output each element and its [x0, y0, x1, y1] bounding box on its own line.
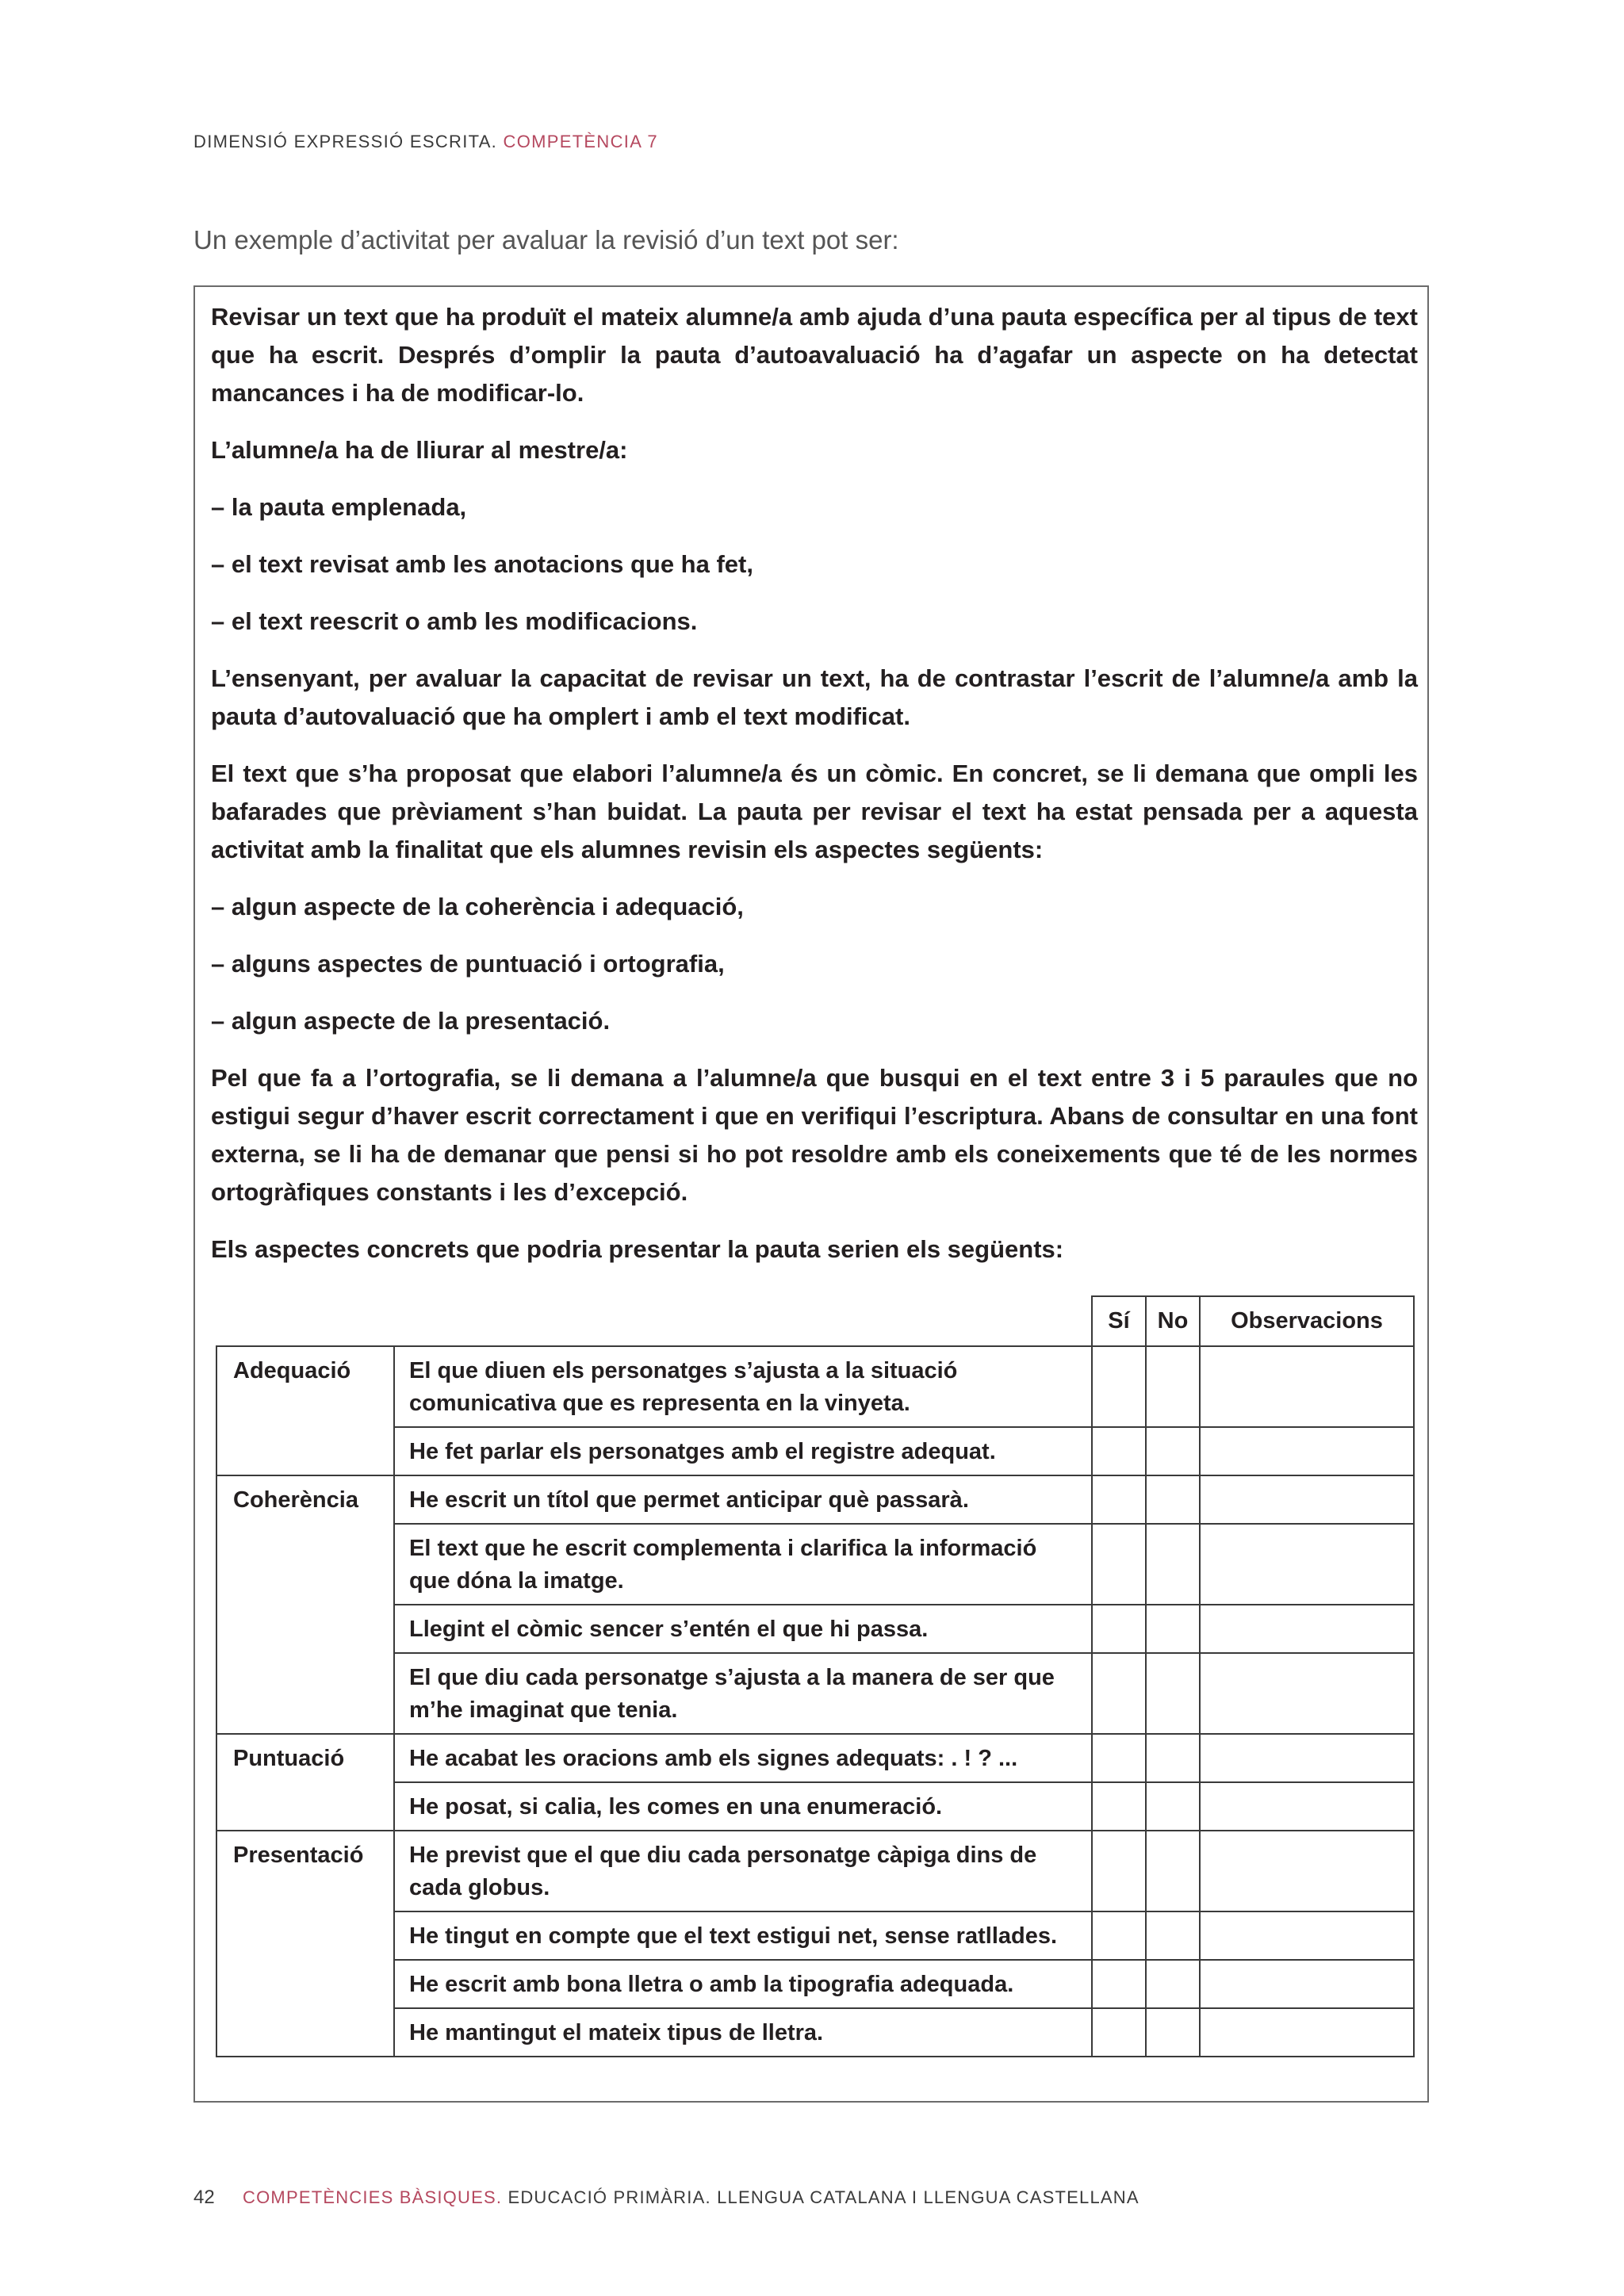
si-cell[interactable] [1092, 1653, 1146, 1734]
footer-series: COMPETÈNCIES BÀSIQUES. [243, 2187, 503, 2207]
si-cell[interactable] [1092, 1475, 1146, 1524]
si-cell[interactable] [1092, 1734, 1146, 1782]
paragraph-task: Revisar un text que ha produït el mateix alumne/a amb ajuda d’una pauta específica per al tipus de text que ha escrit. Després d’omplir la pauta d’autoavaluació ha d’agafar un aspecte on ha detectat mancances i ha de modificar-lo. [211, 303, 1418, 407]
intro-text: Un exemple d’activitat per avaluar la revisió d’un text pot ser: [193, 225, 899, 254]
no-cell[interactable] [1146, 2008, 1200, 2057]
si-cell[interactable] [1092, 1911, 1146, 1960]
criterion-text: He escrit un títol que permet anticipar què passarà. [394, 1475, 1092, 1524]
header-observacions: Observacions [1200, 1296, 1414, 1346]
list-item: – alguns aspectes de puntuació i ortografia, [211, 950, 725, 978]
criterion-text: He previst que el que diu cada personatge càpiga dins de cada globus. [394, 1831, 1092, 1911]
header-dimension: DIMENSIÓ EXPRESSIÓ ESCRITA. [193, 132, 498, 151]
criterion-text: He fet parlar els personatges amb el registre adequat. [394, 1427, 1092, 1475]
si-cell[interactable] [1092, 1831, 1146, 1911]
observations-cell[interactable] [1200, 1653, 1414, 1734]
page-footer [193, 2187, 1139, 2209]
header-no: No [1146, 1296, 1200, 1346]
header-spacer [394, 1296, 1092, 1346]
si-cell[interactable] [1092, 1524, 1146, 1605]
no-cell[interactable] [1146, 1911, 1200, 1960]
category-puntuacio: Puntuació [216, 1734, 394, 1831]
table-row [216, 1911, 1414, 1960]
observations-cell[interactable] [1200, 1427, 1414, 1475]
observations-cell[interactable] [1200, 1734, 1414, 1782]
paragraph-deliver: L’alumne/a ha de lliurar al mestre/a: [211, 436, 628, 464]
table-row [216, 1475, 1414, 1524]
observations-cell[interactable] [1200, 1782, 1414, 1831]
criterion-text: El que diu cada personatge s’ajusta a la manera de ser que m’he imaginat que tenia. [394, 1653, 1092, 1734]
si-cell[interactable] [1092, 1605, 1146, 1653]
list-item: – el text reescrit o amb les modificacions. [211, 607, 698, 635]
header-competence: COMPETÈNCIA 7 [503, 132, 658, 151]
table-header-row [216, 1296, 1414, 1346]
table-row [216, 1782, 1414, 1831]
header-si: Sí [1092, 1296, 1146, 1346]
list-item: – el text revisat amb les anotacions que ha fet, [211, 550, 753, 578]
no-cell[interactable] [1146, 1346, 1200, 1427]
no-cell[interactable] [1146, 1960, 1200, 2008]
no-cell[interactable] [1146, 1734, 1200, 1782]
no-cell[interactable] [1146, 1831, 1200, 1911]
observations-cell[interactable] [1200, 1960, 1414, 2008]
paragraph-aspects: Els aspectes concrets que podria presentar la pauta serien els següents: [211, 1235, 1064, 1263]
running-header [193, 132, 658, 152]
observations-cell[interactable] [1200, 1475, 1414, 1524]
table-row [216, 1524, 1414, 1605]
table-row [216, 1346, 1414, 1427]
assessment-table [216, 1295, 1415, 2057]
no-cell[interactable] [1146, 1653, 1200, 1734]
si-cell[interactable] [1092, 1960, 1146, 2008]
criterion-text: El que diuen els personatges s’ajusta a la situació comunicativa que es representa en la vinyeta. [394, 1346, 1092, 1427]
category-coherencia: Coherència [216, 1475, 394, 1734]
no-cell[interactable] [1146, 1782, 1200, 1831]
page-number: 42 [193, 2187, 215, 2208]
observations-cell[interactable] [1200, 1524, 1414, 1605]
si-cell[interactable] [1092, 1782, 1146, 1831]
observations-cell[interactable] [1200, 1605, 1414, 1653]
si-cell[interactable] [1092, 1427, 1146, 1475]
no-cell[interactable] [1146, 1524, 1200, 1605]
observations-cell[interactable] [1200, 2008, 1414, 2057]
footer-subtitle: EDUCACIÓ PRIMÀRIA. LLENGUA CATALANA I LLENGUA CASTELLANA [508, 2187, 1139, 2207]
criterion-text: He posat, si calia, les comes en una enumeració. [394, 1782, 1092, 1831]
category-adequacio: Adequació [216, 1346, 394, 1475]
observations-cell[interactable] [1200, 1911, 1414, 1960]
observations-cell[interactable] [1200, 1831, 1414, 1911]
si-cell[interactable] [1092, 2008, 1146, 2057]
category-presentacio: Presentació [216, 1831, 394, 2057]
criterion-text: El text que he escrit complementa i clarifica la informació que dóna la imatge. [394, 1524, 1092, 1605]
list-item: – la pauta emplenada, [211, 493, 467, 521]
criterion-text: He tingut en compte que el text estigui net, sense ratllades. [394, 1911, 1092, 1960]
list-item: – algun aspecte de la coherència i adequació, [211, 893, 744, 920]
criterion-text: He acabat les oracions amb els signes adequats: . ! ? ... [394, 1734, 1092, 1782]
si-cell[interactable] [1092, 1346, 1146, 1427]
observations-cell[interactable] [1200, 1346, 1414, 1427]
criterion-text: He mantingut el mateix tipus de lletra. [394, 2008, 1092, 2057]
table-row [216, 2008, 1414, 2057]
no-cell[interactable] [1146, 1605, 1200, 1653]
paragraph-teacher: L’ensenyant, per avaluar la capacitat de revisar un text, ha de contrastar l’escrit de l’alumne/a amb la pauta d’autovaluació que ha omplert i amb el text modificat. [211, 664, 1418, 730]
table-row [216, 1734, 1414, 1782]
table-row [216, 1605, 1414, 1653]
table-row [216, 1960, 1414, 2008]
header-spacer [216, 1296, 394, 1346]
no-cell[interactable] [1146, 1427, 1200, 1475]
table-row [216, 1427, 1414, 1475]
table-row [216, 1831, 1414, 1911]
criterion-text: He escrit amb bona lletra o amb la tipografia adequada. [394, 1960, 1092, 2008]
activity-box [193, 285, 1429, 2103]
paragraph-comic: El text que s’ha proposat que elabori l’alumne/a és un còmic. En concret, se li demana que ompli les bafarades que prèviament s’han buidat. La pauta per revisar el text ha estat pensada per a aquesta activitat amb la finalitat que els alumnes revisin els aspectes següents: [211, 760, 1418, 863]
paragraph-orthography: Pel que fa a l’ortografia, se li demana a l’alumne/a que busqui en el text entre 3 i 5 paraules que no estigui segur d’haver escrit correctament i que en verifiqui l’escriptura. Abans de consultar en una font externa, se li ha de demanar que pensi si ho pot resoldre amb els coneixements que té de les normes ortogràfiques constants i les d’excepció. [211, 1064, 1418, 1206]
no-cell[interactable] [1146, 1475, 1200, 1524]
list-item: – algun aspecte de la presentació. [211, 1007, 611, 1035]
criterion-text: Llegint el còmic sencer s’entén el que hi passa. [394, 1605, 1092, 1653]
activity-text [211, 298, 1418, 1288]
table-row [216, 1653, 1414, 1734]
